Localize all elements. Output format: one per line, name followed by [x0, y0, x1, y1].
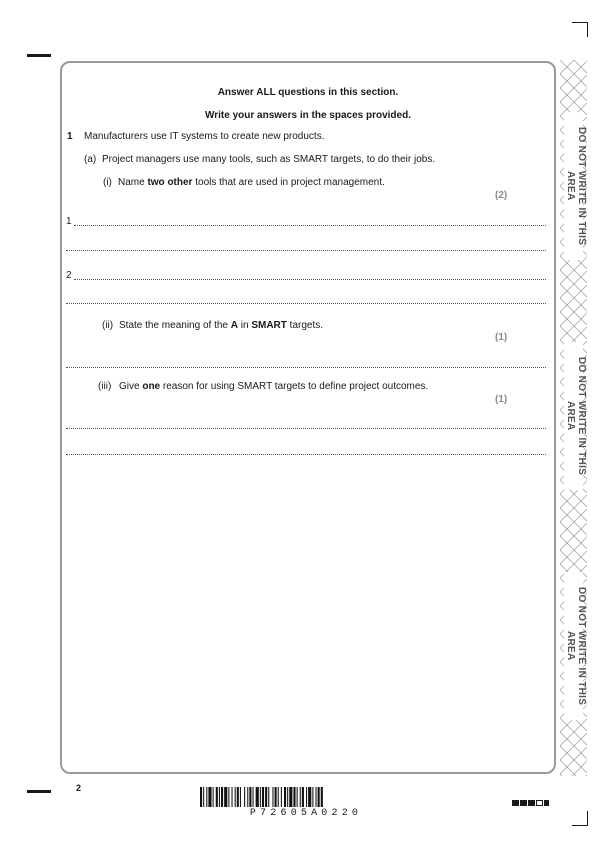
barcode-text: P72605A0220 [249, 808, 363, 819]
question-1aii-label: (ii) [102, 320, 114, 331]
question-1a-label: (a) [84, 154, 97, 165]
print-mark-block [536, 800, 543, 806]
do-not-write-strip [560, 60, 587, 776]
print-mark-block [512, 800, 519, 806]
question-1ai-marks: (2) [495, 190, 508, 201]
question-1aiii-label: (iii) [98, 381, 112, 392]
answer-line[interactable] [66, 250, 546, 251]
answer-line[interactable] [66, 454, 546, 455]
question-number: 1 [67, 131, 73, 142]
corner-mark-top-left [27, 54, 51, 57]
question-1ai-text: Name two other tools that are used in project management. [118, 177, 385, 188]
answer-line-label-2: 2 [66, 270, 72, 281]
print-mark-block [528, 800, 535, 806]
question-1aiii-text: Give one reason for using SMART targets to define project outcomes. [119, 381, 429, 392]
side-warning-2: DO NOT WRITE IN THIS AREA [565, 356, 587, 476]
page-number: 2 [76, 783, 82, 793]
question-1a-text: Project managers use many tools, such as SMART targets, to do their jobs. [102, 154, 436, 165]
answer-line[interactable] [66, 428, 546, 429]
barcode [200, 787, 412, 807]
answer-line[interactable] [66, 303, 546, 304]
print-mark-block [520, 800, 527, 806]
section-heading: Answer ALL questions in this section. [217, 87, 399, 98]
corner-mark-bottom-left [27, 790, 51, 793]
question-1-text: Manufacturers use IT systems to create new products. [84, 131, 325, 142]
side-warning-3: DO NOT WRITE IN THIS AREA [565, 586, 587, 706]
question-1aiii-marks: (1) [495, 394, 508, 405]
side-warning-1: DO NOT WRITE IN THIS AREA [565, 126, 587, 246]
corner-mark-bottom-right-v [587, 811, 588, 826]
corner-mark-top-right-v [587, 22, 588, 37]
print-mark-block [544, 800, 549, 806]
answer-panel [60, 61, 556, 774]
question-1aii-marks: (1) [495, 332, 508, 343]
answer-line[interactable] [66, 367, 546, 368]
corner-mark-bottom-right [572, 825, 587, 826]
corner-mark-top-right [572, 22, 587, 23]
section-subheading: Write your answers in the spaces provided. [205, 110, 411, 121]
answer-line[interactable] [74, 279, 546, 280]
answer-line-label-1: 1 [66, 216, 72, 227]
question-1ai-label: (i) [103, 177, 112, 188]
answer-line[interactable] [74, 225, 546, 226]
question-1aii-text: State the meaning of the A in SMART targets. [119, 320, 324, 331]
